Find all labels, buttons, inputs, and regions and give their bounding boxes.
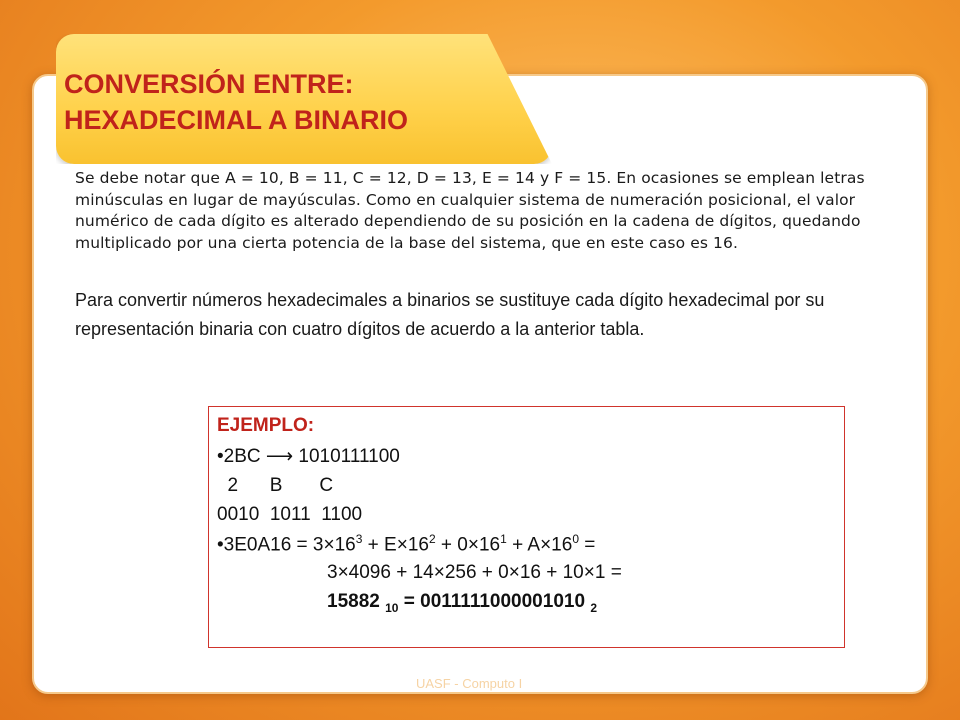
- line4-mid-1: + E×16: [362, 534, 429, 556]
- decimal-value: 15882: [327, 591, 380, 612]
- line4-exp-2: 2: [428, 532, 436, 546]
- line4-mid-3: + A×16: [506, 534, 573, 556]
- line4-exp-4: 0: [572, 532, 579, 546]
- slide-title: [64, 66, 408, 138]
- equals-sign: =: [398, 591, 421, 612]
- example-line-6: [327, 591, 597, 615]
- example-line-4: [217, 532, 595, 556]
- line4-exp-3: 1: [500, 532, 507, 546]
- paragraph-2: Para convertir números hexadecimales a binarios se sustituye cada dígito hexadecimal por su representación binaria con cuatro dígitos de acuerdo a la anterior tabla.: [75, 290, 825, 339]
- paragraph-1: Se debe notar que A = 10, B = 11, C = 12, D = 13, E = 14 y F = 15. En ocasiones se emplean letras minúsculas en lugar de mayúsculas. Como en cualquier sistema de numeración posicional, el valor numérico de cada dígito es alterado dependiendo de su posición en la cadena de dígitos, quedando multiplicado por una cierta potencia de la base del sistema, que en este caso es 16.: [75, 169, 865, 252]
- footer-text: UASF - Computo I: [416, 676, 523, 691]
- line4-prefix: •3E0A16 = 3×16: [217, 534, 356, 556]
- example-line-3: 0010 1011 1100: [217, 504, 363, 525]
- decimal-base: 10: [385, 600, 399, 615]
- example-heading: EJEMPLO:: [217, 415, 315, 436]
- binary-value: 0011111000001010: [420, 591, 586, 612]
- example-box: [208, 406, 845, 648]
- example-line-5: 3×4096 + 14×256 + 0×16 + 10×1 =: [327, 562, 622, 583]
- example-line-2: 2 B C: [217, 475, 334, 496]
- binary-base: 2: [590, 600, 597, 615]
- line4-end: =: [579, 534, 596, 556]
- title-line-2: HEXADECIMAL A BINARIO: [64, 105, 409, 135]
- example-line-1: •2BC ⟶ 1010111100: [217, 446, 400, 467]
- line4-mid-2: + 0×16: [435, 534, 501, 556]
- line4-exp-1: 3: [355, 532, 363, 546]
- title-line-1: CONVERSIÓN ENTRE:: [64, 69, 354, 99]
